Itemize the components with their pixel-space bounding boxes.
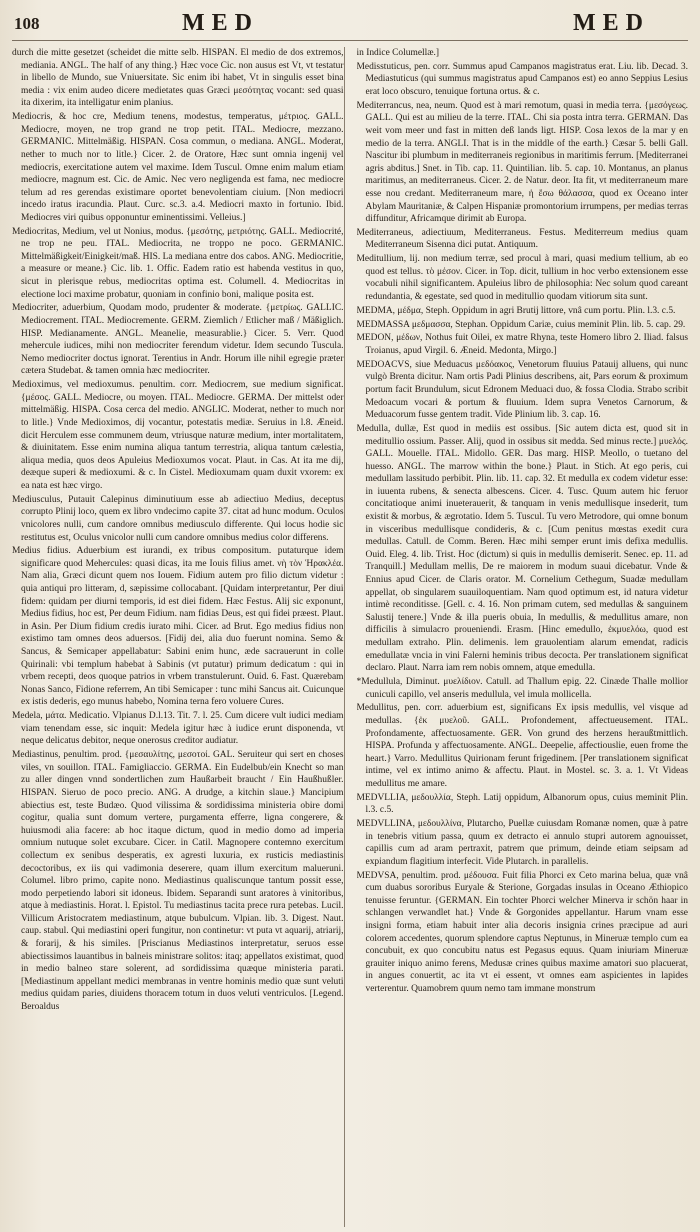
dictionary-entry: Medius fidius. Aduerbium est iurandi, ex tribus compositum. putaturque idem significare quod Mehercules: quasi dicas, ita me Iouis filius amet. νὴ τὸν Ἡρακλέα. Nam alia, Græci dicunt quem nos Iouem. Fidium autem pro filio dictum videtur : quia antiqui pro litteram, d, sæpissime collocabant. [Quidam interpretantur, Per diui fidem: quidam per diurni temporis, id est diei fidem. Hæc Festus. Alij sic exponunt, Medius fidius, hoc est, Per deum Fidium. nam fidias Deus, est qui fidei præest. Plaut. in Asin. Per Dium fidium credis iurato mihi. Cicer. ad Brut. Ego medius fidius non existimo tam omnes deos aduersos. [Fidij dei, alia duo fuerunt nomina. Semo & Sancus, & Semicaper appellabatur: Sabini enim hunc, æde sacrauerunt in colle Quirinali: vbi templum habebat à Sabinis (vt putatur) primum dedicatum : qui in vrbem recepti, deos quoque patrios in vrbem transtulerunt. Ouid. 6. Fast. Quærebam Nonas Sanco, Fidione referrem, An tibi Semicaper : tunc mihi Sancus ait. Cuicunque ex istis dederis, ego munus habebo, Nomina terna fero voluere Cures. <box>12 546 344 708</box>
dictionary-entry: Medioximus, vel medioxumus. penultim. corr. Mediocrem, sue medium significat. {μέσος. GALL. Mediocre, ou moyen. ITAL. Mediocre. GERMA. Der mittelst oder mittelmäßig. HISPA. Cosa cerca del medio. ANGLIC. Moderat, nether to much nor to litle.} Vnde Medioximos, dij vocantur, potestatis mediæ. Seruius in l.8. Æneid. dicit Herculem esse communem deum, vtriusque naturæ medium, inter mortalitatem, & diuinitatem. Esse enim numina aliqua tantum terrestria, aliqua tantum cælestia, aliqua media, quos deos Apuleius Medioxumos vocat. Plaut. in Cas. At ita me dij, deæque superi & medioxumi. & c. In Cistel. Medioxumam quam duxit vxorem: ex ea nata est hæc virgo. <box>12 380 344 491</box>
left-column <box>12 47 344 1227</box>
column-divider <box>344 47 345 1227</box>
dictionary-entry: MEDON, μέδων, Nothus fuit Oilei, ex matre Rhyna, teste Homero libro 2. Iliad. falsus Troianus, apud Virgil. 6. Æneid. Medonta, Mirgo.] <box>356 333 688 356</box>
dictionary-entry: Mediocris, & hoc cre, Medium tenens, modestus, temperatus, μέτριος. GALL. Mediocre, moyen, ne trop grand ne trop petit. ITAL. Mediocre, mezzano. GERMANIC. Mittelmäßig. HISPAN. Cosa commun, o mediana. ANGL. Moderat, nether to much nor to litle.} Cicer. 2. de Oratore, Hæc sunt omnia ingenij vel mediocris, exercitatione autem vel maxime. Idem Tuscul. Omne enim malum etiam mediocre, magnum est. Cic. de Amic. Nec vero negligenda est fama, nec mediocre telum ad res gerendas existimare oportet benevolentiam ciuium. [Non mediocri incedo iratus iracundia. Plaut. Curc. sc.3. a.4. Mediocri maxto in fortunio. Ibid. Mediocres viri quibus opponuntur eminentissimi. Velleius.] <box>12 112 344 223</box>
dictionary-entry: Mediocritas, Medium, vel ut Nonius, modus. {μεσότης, μετριότης. GALL. Mediocrité, ne trop ne peu. ITAL. Mediocrita, ne troppo ne poco. GERMANIC. Mittelmäßigkeit/Einigkeit/maß. HIS. La mediana entre dos cabos. ANG. Mediocritie, a measure or meane.} Cic. lib. 1. Offic. Eadem ratio est habenda vestitus in quo, sicut in plerisque rebus, mediocritas optima est. Columell. 4. Mediocritas in electione loci maxime probatur, quoniam in confinio boni, malique posita est. <box>12 226 344 300</box>
dictionary-entry: MEDVLLIA, μεδουλλία, Steph. Latij oppidum, Albanorum opus, cuius meminit Plin. l.3. c.5. <box>356 792 688 816</box>
dictionary-entry: durch die mitte gesetzet (scheidet die mitte selb. HISPAN. El medio de dos extremos, mediania. ANGL. The half of any thing.} Hæc voce Cic. non ausus est Vt, vt testatur in libello de Mundo, sue Vniuersitate. Sic enim ibi habet, Vt in singulis esset bina media : vix enim audeo dicere medietates quas Græci μεσότητας vocant: sed quasi ita dixerim, ita intelligatur enim planius. <box>12 48 344 109</box>
dictionary-entry: Medulla, dullæ, Est quod in mediis est ossibus. [Sic autem dicta est, quod sit in meditullio ossium. Passer. Alij, quod in ossibus sit medda. Sed minus recte.] μυελός. GALL. Mouelle. ITAL. Midollo. GER. Das marg. HISP. Meollo, o tuetano del huesso. ANGL. The marrow within the bone.} Plaut. in Stich. At ego peris, cui medullam lassitudo perbibit. Plin. lib. 11. cap. 32. Et medulla ex codem videtur esse: in iuuenta rubens, & senecta albescens. Cicer. 4. Tusc. Quum autem hic feruor concitatioque animi inueterauerit, & tanquam in venis medullisque insederit, tum existit & morbus, & ægrotatio. Idem 5. Tuscul. Tu vero Metrodore, qui omne bonum in visceribus medullisque condideris, & c. [Cum penitus mœstas exedit cura medullas. Catull. de Comm. Beren. Hæc mihi semper erunt imis defixa medullis. Ouid. Eleg. 4. lib. Trist. Hoc (dictum) si quis in medullis demiserit. Senec. ep. 11. ad Tranquill.] Medullam mellis, De re maiorem in modum suaui dicebatur. Vnde & Ennius apud Cicer. de Claris orator. M. Cornelium Cethegum, Suadæ medullam appellat, ob singularem suauiloquentiam. Nam quod optimum est, id natura videtur intimè reconditisse. [Gell. c. 4. 16. Non primam cutem, sed medullas & sanguinem Salustij tenere.] Vnde & illa pueris obuia, In medullis, & medullitus amare, non difficilis à simulacro proueniendi. Erasm. [Hinc emedullo, ἐκμυελόω, quod est medullam extraho. Plin. delimenis. lem grauolentiam alarum emendat, radicis emedullatæ vncia in vini Falerni heminis tribus decocta. Per translationem significat declaro. Plaut. Narra iam rem nobis omnem, atque emedulla. <box>356 423 688 674</box>
running-head-right: MED <box>573 10 650 36</box>
dictionary-entry: Mediterrancus, nea, neum. Quod est à mari remotum, quasi in media terra. {μεσόγεως. GALL. Qui est au milieu de la terre. ITAL. Chi sia posta intra terra. GERMAN. Das weit vom meer und fast in mitten deß lands ligt. HISP. Cosa lexos de la mar y en medio de la terra. ANGLI. That is in the middle of the earth.} Cæsar 5. belli Gall. Nascitur ibi plumbum in mediterraneis regionibus in maritimis ferrum. [Mediterranei agris abditus.] Snet. in Tib. cap. 11. Quintilian. lib. 5. cap. 10. Montanus, an planus maritimus, an mediterraneus. Cicer. 2. de Natur. deor. Ita fit, vt mediterraneum mare esse nou credant. Mediterraneum mare, ἡ ἔσω θάλασσα, quod ex Oceano inter Abylam Mauritaniæ, & Calpen Hispaniæ promontorium irrumpens, per medias terras diffunditur, Africamque dirimit ab Europa. <box>356 100 688 225</box>
dictionary-entry: MEDMA, μέδμα, Steph. Oppidum in agri Brutij littore, vnâ cum portu. Plin. l.3. c.5. <box>356 305 676 316</box>
page-header <box>12 10 688 41</box>
dictionary-entry: in Indice Columellæ.] <box>356 48 440 58</box>
dictionary-entry: Medullitus, pen. corr. aduerbium est, significans Ex ipsis medullis, vel visque ad medullas. {ἐκ μυελοῦ. GALL. Profondement, affectueusement. ITAL. Profondamente, affectuosamente. GER. Von grund des herzens heraußtmittlich. HISPA. Profunda y affectuosamente. ANGL. Deepelie, affectiouslie, euen frome the heart.} Varro. Medullitus Quirionam ferunt frigedinem. [Per translationem significat intime, vel ex intimo animo & affectu. Plaut. in Mostel. sc. 3. a. 1. Vt Videas medullitus me amare. <box>356 703 688 789</box>
dictionary-entry: Mediterraneus, adiectiuum, Mediterraneus. Festus. Mediterreum medius quam Mediterraneum Sisenna dici putat. Antiquum. <box>356 227 688 251</box>
dictionary-entry: Mediusculus, Putauit Calepinus diminutiuum esse ab adiectiuo Medius, deceptus corrupto Plinij loco, quem ex libro vndecimo capite 37. citat ad hunc modum. Oculos vnicolores nulli, cum candore omnibus mediusculo differente. Qui locus hodie sic restitutus est, Oculus vnicolor nulli cum candore omnibus medius color differens. <box>12 494 344 543</box>
dictionary-entry: *Medullula, Diminut. μυελίδιον. Catull. ad Thallum epig. 22. Cinæde Thalle mollior cuniculi capillo, vel anseris medullula, vel imula mollicella. <box>356 676 688 700</box>
page-number: 108 <box>14 14 40 33</box>
dictionary-entry: Mediocriter, aduerbium, Quodam modo, prudenter & moderate. {μετρίως. GALLIC. Mediocrement. ITAL. Mediocremente. GERM. Ziemlich / Etlicher maß / Mäßiglich. HISP. Medianamente. ANGL. Meanelie, measurablie.} Cicer. 5. Verr. Quod mehercule iudices, mihi non mediocriter ferendum videtur. Idem secundo Tuscula. Nemo mediocriter doctus ignorat. Terentius in Andr. Horum ille nihil egregie præter cætera Studebat. & tamen omnia hæc mediocriter. <box>12 303 344 377</box>
running-head-left: MED <box>182 10 259 36</box>
two-column-body <box>12 47 688 1227</box>
dictionary-entry: MEDVSA, penultim. prod. μέδουσα. Fuit filia Phorci ex Ceto marina belua, quæ vnâ cum duabus sororibus Euryale & Sterione, Gorgadas insulas in Oceano Æthiopico tenuisse feruntur. {GERMAN. Ein tochter Phorci welcher Minerva ir schön haar in schlangen verwandlet hat.} Vnde & Gorgonides appellantur. Harum vnam esse insigni forma, etiam habuit inter alia decoris insignia crines præcipue ad auri colorem accedentes, quorum splendore captus Neptunus, in Mineruæ templo cum ea concubuit, ex quo concubitu natus est Pegasus equus. Quam iniuriam Mineruæ grauiter iniquo animo ferens, Medusæ crines quibus maxime amatori suo placuerat, in angues conuertit, ac ita vt ei essent, vt omnes eam aspicientes in lapides verterentur. Quamobrem quum nemo tam immane monstrum <box>356 870 688 994</box>
dictionary-entry: MEDMASSA μεδμασσα, Stephan. Oppidum Cariæ, cuius meminit Plin. lib. 5. cap. 29. <box>356 319 686 330</box>
dictionary-entry: Medela, μάτα. Medicatio. Vlpianus D.l.13. Tit. 7. l. 25. Cum dicere vult iudici mediam viam tenendam esse, sic inquit: Medela igitur hæc à iudice erunt disponenda, vt neque delicatus debitor, neque onerosus creditor audiatur. <box>12 711 344 747</box>
dictionary-entry: Medisstuticus, pen. corr. Summus apud Campanos magistratus erat. Liu. lib. Decad. 3. Mediastuticus (qui summus magistratus apud Campanos est) eo anno Seppius Lesius erat loco obscuro, tenuique fortuna ortus. & c. <box>356 61 688 97</box>
dictionary-entry: MEDVLLINA, μεδουλλίνα, Plutarcho, Puellæ cuiusdam Romanæ nomen, quæ à patre in tenebris vitium passa, quum ex detracto ei annulo stupri autorem agnouisset, capillis cum ad aram pertraxit, patrem que primum, deinde etiam seipsam ad expiandum flagitium interfecit. Vide Plutarch. in parallelis. <box>356 819 688 867</box>
dictionary-entry: Meditullium, lij. non medium terræ, sed procul à mari, quasi medium tellium, ab eo quod est tellus. τὸ μέσον. Cicer. in Top. dicit, tullium in hoc verbo extensionem esse vocabuli nihil significantem. Apuleius libro de philosophia: Nec solum quod careant redundantia, & egestate, sed quod in meditullio quodam vitiorum sita sunt. <box>356 254 688 303</box>
right-column <box>357 47 689 1227</box>
dictionary-entry: Mediastinus, penultim. prod. {μεσαυλίτης, μεσοτοί. GAL. Seruiteur qui sert en choses viles, vn souillon. ITAL. Famigliaccio. GERMA. Ein Eudelbub/ein Knecht so man zu aller dingen vnnd sondertlichen zum Haußarbeit braucht / Ein Haußhußler. HISPAN. Sieruo de poco precio. ANG. A drudge, a kitchin slaue.} Mancipium abiectius est, teste Budæo. Quod vilissima & sordidissima ministeria obire domi cogitur, qualia sunt domum vertere, purgamenta efferre, ligna congerere, & huiusmodi alia facere: ab hoc itaque dictum, quod in medio domo ad imperia omnium nutuque solet excubare. Cicer. in Catil. Magnopere contemno exercitum collectum ex senibus desperatis, ex agresti luxuria, ex rusticis mediastinis decoctoribus, ex iis qui vadimonia deserere, quam illum exercitum malueruni. Columel. libro primo, capite nono. Mediastinus qualiscunque tantum possit esse, modo perpetiendo labori sit idoneus. Ibidem. Separandi sunt aratores à vinitoribus, atque à mediastinis. Horat. l. Epistol. Tu mediastinus tacita prece rura petebas. Lucil. Villicum Aristocratem mediastinum, atque bubulcum. Vlpian. lib. 3. Digest. Naut. caup. stabul. Qui mediastini operi fungitur, non continetur: vt puta vt aquarij, atriarij, & forarij, & his similes. [Priscianus Mediastinos interpretatur, seruos esse abiectissimos lauantibus in balneis ministrare solitos: itaq; appellatos existimat, quod in medio balneo stare solerent, ad sordidissima quæque ministeria parati. [Mediastinum appellant medici membranas in ventre hominis medio quæ sunt veluti medius quidam paries, diuidens thoracem totum in duos veluti ventriculos. [Legend. Beroaldus <box>12 750 344 1013</box>
dictionary-entry: MEDOACVS, siue Meduacus μεδόακος, Venetorum fluuius Patauij alluens, qui nunc vulgò Brenta dicitur. Nam ortis Padi Plinius describens, ait, Pars eorum & proximum portum facit Brundulum, sicut Edronem Meduaci duo, & fossa Clodia. Strabo scribit Medoacum vocari & portum & fluuium. Idem supra Venetos Carnorum, & Meduacorum fusse gentem tradit. Vide Plinium lib. 3. cap. 16. <box>356 359 688 421</box>
